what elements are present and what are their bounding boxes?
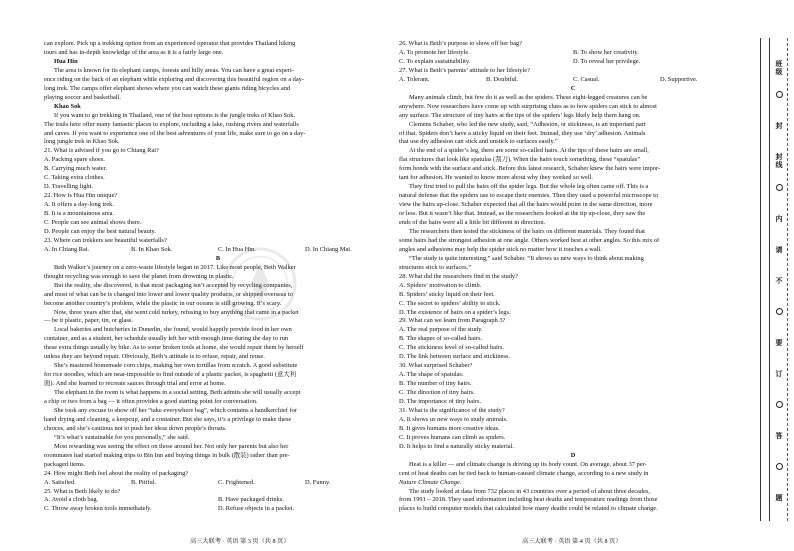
answer-option: D. To reveal her privilege. xyxy=(573,57,641,65)
binding-label: 内 xyxy=(775,215,783,223)
text-line: — be it plastic, paper, tin, or glass. xyxy=(44,317,134,325)
text-line: D. The existence of hairs on a spider’s legs. xyxy=(399,308,511,316)
text-line: 面). And she learned to recreate sauces through trial and error at home. xyxy=(44,380,226,388)
text-line: D. It helps to find a naturally sticky material. xyxy=(399,442,515,450)
text-line: The trails here offer many fantastic places to explore, including a lake, rushing rivers and waterfalls xyxy=(44,120,299,128)
text-line: can explore. Pick up a trekking option from an experienced operator that provides Thailand hiking xyxy=(44,40,296,47)
section-heading: C xyxy=(570,84,576,92)
section-heading: D xyxy=(570,451,576,459)
text-line: a chip or two from a bag — it often provides a good starting point for conversation. xyxy=(44,398,258,405)
text-line: and most of what can be is changed into lower and lower quality products, or shipped overseas to xyxy=(44,290,293,298)
answer-option: B. To show her creativity. xyxy=(573,48,639,56)
answer-option: D. Refuse objects in a packet. xyxy=(218,505,295,513)
text-line: A. It offers a day-long trek. xyxy=(44,201,114,209)
text-line: long trek. The camps offer elephant shows where you can watch these giants riding bicycles and xyxy=(44,84,291,92)
binding-circle-icon xyxy=(774,463,784,470)
text-line: “It’s what’s sustainable for you personally,” she said. xyxy=(54,433,190,441)
text-line: D. The link between surface and stickiness. xyxy=(399,353,510,361)
options-row xyxy=(44,479,392,487)
text-line: But the reality, she discovered, is that most packaging isn’t accepted by recycling companies, xyxy=(54,281,293,289)
text-line: ence riding on the back of an elephant while exploring and discovering this beautiful region on a day- xyxy=(44,75,304,83)
text-line: 22. How is Hua Hin unique? xyxy=(44,192,118,200)
answer-option: C. To explain sustainability. xyxy=(399,57,471,65)
answer-option: C. Frightened. xyxy=(218,478,255,486)
page-4-column xyxy=(399,0,747,551)
text-line: angles and adhesions may help the spider stick no matter how it touches a wall. xyxy=(399,245,602,253)
answer-option: D. Supportive. xyxy=(660,75,698,83)
text-line: A. It shows us new ways to study animals. xyxy=(399,415,508,423)
binding-strip xyxy=(750,0,794,551)
answer-option: A. To promote her lifestyle. xyxy=(399,48,470,56)
text-line: 28. What did the researchers find in the study? xyxy=(399,272,518,280)
text-line: If you want to go trekking in Thailand, one of the best options is the jungle treks of Khao Sok. xyxy=(54,111,296,119)
text-line: or less. But it wasn’t like that. Instead, as the researchers looked at the tip up-close, they saw the xyxy=(399,210,646,218)
text-line: She’s mastered homemade corn chips, making her own tortillas from scratch. A good substitute xyxy=(54,362,298,370)
text-line: The researchers then tested the stickiness of the hairs on different materials. They found that xyxy=(409,227,645,235)
binding-cut-line xyxy=(787,38,788,521)
section-heading: B xyxy=(215,254,221,262)
text-line: form bonds with the surface and stick. Before this latest research, Schaber knew the hairs were impor- xyxy=(399,165,661,173)
text-line: C. People can see animal shows there. xyxy=(44,219,142,226)
text-line: 25. What is Beth likely to do? xyxy=(44,487,121,495)
text-line: B. Spiders’ sticky liquid on their feet. xyxy=(399,290,495,298)
text-line: and caves. If you want to experience one of the best adventures of your life, make sure to go on a day- xyxy=(44,129,306,137)
footer-page-4: 高三大联考 · 英语 第 4 页（共 8 页） xyxy=(522,538,622,545)
text-line: Beth Walker’s journey on a zero-waste lifestyle began in 2017. Like most people, Beth Walker xyxy=(54,263,296,271)
answer-option: A. Satisfied. xyxy=(44,478,76,486)
options-row xyxy=(44,246,392,254)
text-line: choices, and she’s cautious not to push her ideas down people’s throats. xyxy=(44,424,227,432)
footer-page-3: 高三大联考 · 英语 第 3 页（共 8 页） xyxy=(190,538,290,545)
binding-circle-icon xyxy=(774,401,784,408)
binding-label: 封线 xyxy=(775,153,783,169)
binding-label: 要 xyxy=(775,339,783,347)
text-line: C. The secret to spiders’ ability to stick. xyxy=(399,299,501,307)
answer-option: B. Doubtful. xyxy=(486,75,519,83)
text-line: A. The shape of spatulas. xyxy=(399,371,464,379)
text-line: The elephant in the room is what happens in a social setting. Beth admits she will usually accept xyxy=(54,389,301,397)
text-line: roommates had started making trips to Bin Inn and buying things in bulk (散装) rather than pre- xyxy=(44,451,290,459)
text-line: She took any excuse to show off her “take everywhere bag”, which contains a handkerchief for xyxy=(54,406,297,414)
binding-label: 请 xyxy=(775,246,783,254)
answer-option: D. In Chiang Mai. xyxy=(305,245,352,253)
binding-label: 班级 xyxy=(775,60,783,76)
answer-option: D. Funny. xyxy=(305,478,331,486)
text-line: thought recycling was enough to save the planet from drowning in plastic. xyxy=(44,272,234,280)
text-line: these extra things usually by bike. As to some broken tools at home, she would repair them by herself xyxy=(44,344,304,352)
text-line: some hairs had the strongest adhesion at one angle. Others worked best at other angles. So this mix of xyxy=(399,236,660,244)
options-row xyxy=(399,58,747,66)
text-line: “The study is quite interesting,” said Schaber. “It shows us new ways to think about making xyxy=(409,254,644,262)
answer-option: A. Tolerant. xyxy=(399,75,430,83)
text-line: natural defense that the spiders use to escape their enemies. Then they used a powerful microscope to xyxy=(399,192,659,200)
text-line: 30. What surprised Schaber? xyxy=(399,362,473,370)
text-line: A. Packing spare shoes. xyxy=(44,156,105,164)
text-line: anywhere. Now researchers have come up with surprising clues as to how spiders can stick to almost xyxy=(399,102,657,110)
binding-circle-icon xyxy=(774,91,784,98)
options-row xyxy=(399,76,747,84)
binding-rule xyxy=(769,38,770,521)
text-line: from 1991 – 2018. They used information including heat deaths and temperature readings from those xyxy=(399,496,658,504)
text-line: tant for adhesion. He wanted to know more about why they worked so well. xyxy=(399,174,593,182)
text-line: unless they are beyond repair. Obviously, Beth’s attitude is to refuse, repair, and reuse. xyxy=(44,353,265,361)
text-line: Now, three years after that, she went cold turkey, refusing to buy anything that came in a packet xyxy=(54,308,299,316)
text-line: B. Carrying much water. xyxy=(44,165,108,173)
text-line: cent of heat deaths can be tied back to human-caused climate change, according to a new study in xyxy=(399,469,649,477)
section-heading: Hua Hin xyxy=(54,57,78,65)
text-line: packaged items. xyxy=(44,460,86,468)
text-line: places to build computer models that calculated how many deaths could be related to climate change. xyxy=(399,505,658,513)
text-line: At the end of a spider’s leg, there are some so-called hairs. At the tips of these hairs are small, xyxy=(409,147,649,155)
text-line: C. The direction of tiny hairs. xyxy=(399,389,475,397)
binding-label: 不 xyxy=(775,277,783,285)
text-line: any surface. The structure of tiny hairs at the tips of the spiders’ legs likely help them hang on. xyxy=(399,111,641,119)
text-line: Local bakeries and butcheries in Dunedin, she found, would happily provide food in her own xyxy=(54,326,292,334)
text-line: 27. What is Beth’s parents’ attitude to her lifestyle? xyxy=(399,66,530,74)
binding-rule xyxy=(760,38,761,521)
binding-label: 题 xyxy=(775,494,783,502)
text-line: Nature Climate Change. xyxy=(399,478,462,486)
text-line: view the hairs up-close. Schaber expected that all the hairs would point in the same direction, more xyxy=(399,201,653,209)
text-line: 21. What is advised if you go to Chiang Rai? xyxy=(44,147,159,155)
text-line: D. The importance of tiny hairs. xyxy=(399,398,482,405)
text-line: structures stick to surfaces.” xyxy=(399,263,472,271)
text-line: container, and as a student, her schedule usually left her with enough time during the day to run xyxy=(44,335,289,343)
text-line: B. It is a mountainous area. xyxy=(44,210,115,218)
text-line: Clemens Schaber, who led the new study, said, “Adhesion, or stickiness, is an important part xyxy=(409,120,646,128)
text-line: 23. Where can trekkers see beautiful waterfalls? xyxy=(44,236,167,244)
text-line: Most rewarding was seeing the effect on those around her. Not only her parents but also her xyxy=(54,442,289,450)
answer-option: A. Avoid a cloth bag. xyxy=(44,496,99,504)
text-line: become another country’s problem, while the plastic in our oceans is still growing. It’s scary. xyxy=(44,299,282,307)
binding-circle-icon xyxy=(774,184,784,191)
answer-option: C. Throw away broken tools immediately. xyxy=(44,505,152,513)
text-line: Heat is a killer — and climate change is driving up its body count. On average, about 37 per- xyxy=(409,460,647,468)
text-line: The study looked at data from 732 places in 43 countries over a period of about three decades, xyxy=(409,487,650,495)
binding-label: 答 xyxy=(775,432,783,440)
answer-option: B. In Khao Sok. xyxy=(131,245,173,253)
text-line: 26. What is Beth’s purpose to show off her bag? xyxy=(399,40,522,47)
answer-option: B. Have packaged drinks. xyxy=(218,496,284,504)
text-line: B. The shapes of so-called hairs. xyxy=(399,335,483,343)
answer-option: A. In Chiang Rai. xyxy=(44,245,90,253)
answer-option: B. Pitiful. xyxy=(131,478,157,486)
text-line: 29. What can we learn from Paragraph 3? xyxy=(399,317,506,325)
text-line: tours and has in-depth knowledge of the area as it is a fairly large one. xyxy=(44,48,224,56)
text-line: B. It gives humans more creative ideas. xyxy=(399,424,500,432)
text-line: for rice noodles, which are near-impossible to find outside of a plastic packet, is spaghetti (意大利 xyxy=(44,371,297,379)
binding-label: 订 xyxy=(775,370,783,378)
text-line: The area is known for its elephant camps, forests and hilly areas. You can have a great experi- xyxy=(54,66,294,74)
text-line: They first tried to pull the hairs off the spider legs. But the whole leg often came off. This is a xyxy=(409,183,649,191)
text-line: A. Spiders’ motivation to climb. xyxy=(399,281,482,289)
text-line: 24. How might Beth feel about the reality of packaging? xyxy=(44,469,189,477)
binding-label: 封 xyxy=(775,122,783,130)
text-line: flat structures that look like spatulas (刮刀). When the hairs touch something, these “spatulas” xyxy=(399,156,641,164)
text-line: hand drying and cleaning, a keepcup, and a container. But she says, it’s a privilege to make these xyxy=(44,415,292,423)
binding-circle-icon xyxy=(774,308,784,315)
answer-option: C. In Hua Hin. xyxy=(218,245,256,253)
text-line: of that. Spiders don’t have a sticky liquid on their feet. Instead, they use ‘dry’ adhesion. Animals xyxy=(399,129,646,137)
options-row xyxy=(44,505,392,513)
text-line: ends of the hairs were all a little bit different in direction. xyxy=(399,219,546,226)
text-line: 31. What is the significance of the study? xyxy=(399,406,505,414)
text-line: Many animals climb, but few do it as well as the spiders. These eight-legged creatures can be xyxy=(409,93,648,101)
text-line: C. Taking extra clothes. xyxy=(44,174,105,182)
text-line: D. People can enjoy the best natural beauty. xyxy=(44,227,156,235)
section-heading: Khao Sok xyxy=(54,102,81,110)
text-line: C. It proves humans can climb as spiders. xyxy=(399,433,506,441)
text-line: that use dry adhesion can stick and unstick to surfaces easily.” xyxy=(399,138,558,146)
answer-option: C. Casual. xyxy=(573,75,600,83)
text-line: playing soccer and basketball. xyxy=(44,93,122,101)
options-row xyxy=(44,496,392,504)
text-line: A. The real purpose of the study. xyxy=(399,326,483,334)
page-3-column xyxy=(44,0,392,551)
text-line: C. The stickiness level of so-called hairs. xyxy=(399,344,504,352)
text-line: B. The number of tiny hairs. xyxy=(399,380,472,388)
text-line: D. Travelling light. xyxy=(44,183,93,191)
options-row xyxy=(399,49,747,57)
text-line: long jungle trek in Khao Sok. xyxy=(44,138,120,146)
watermark-seal-icon xyxy=(222,246,298,322)
